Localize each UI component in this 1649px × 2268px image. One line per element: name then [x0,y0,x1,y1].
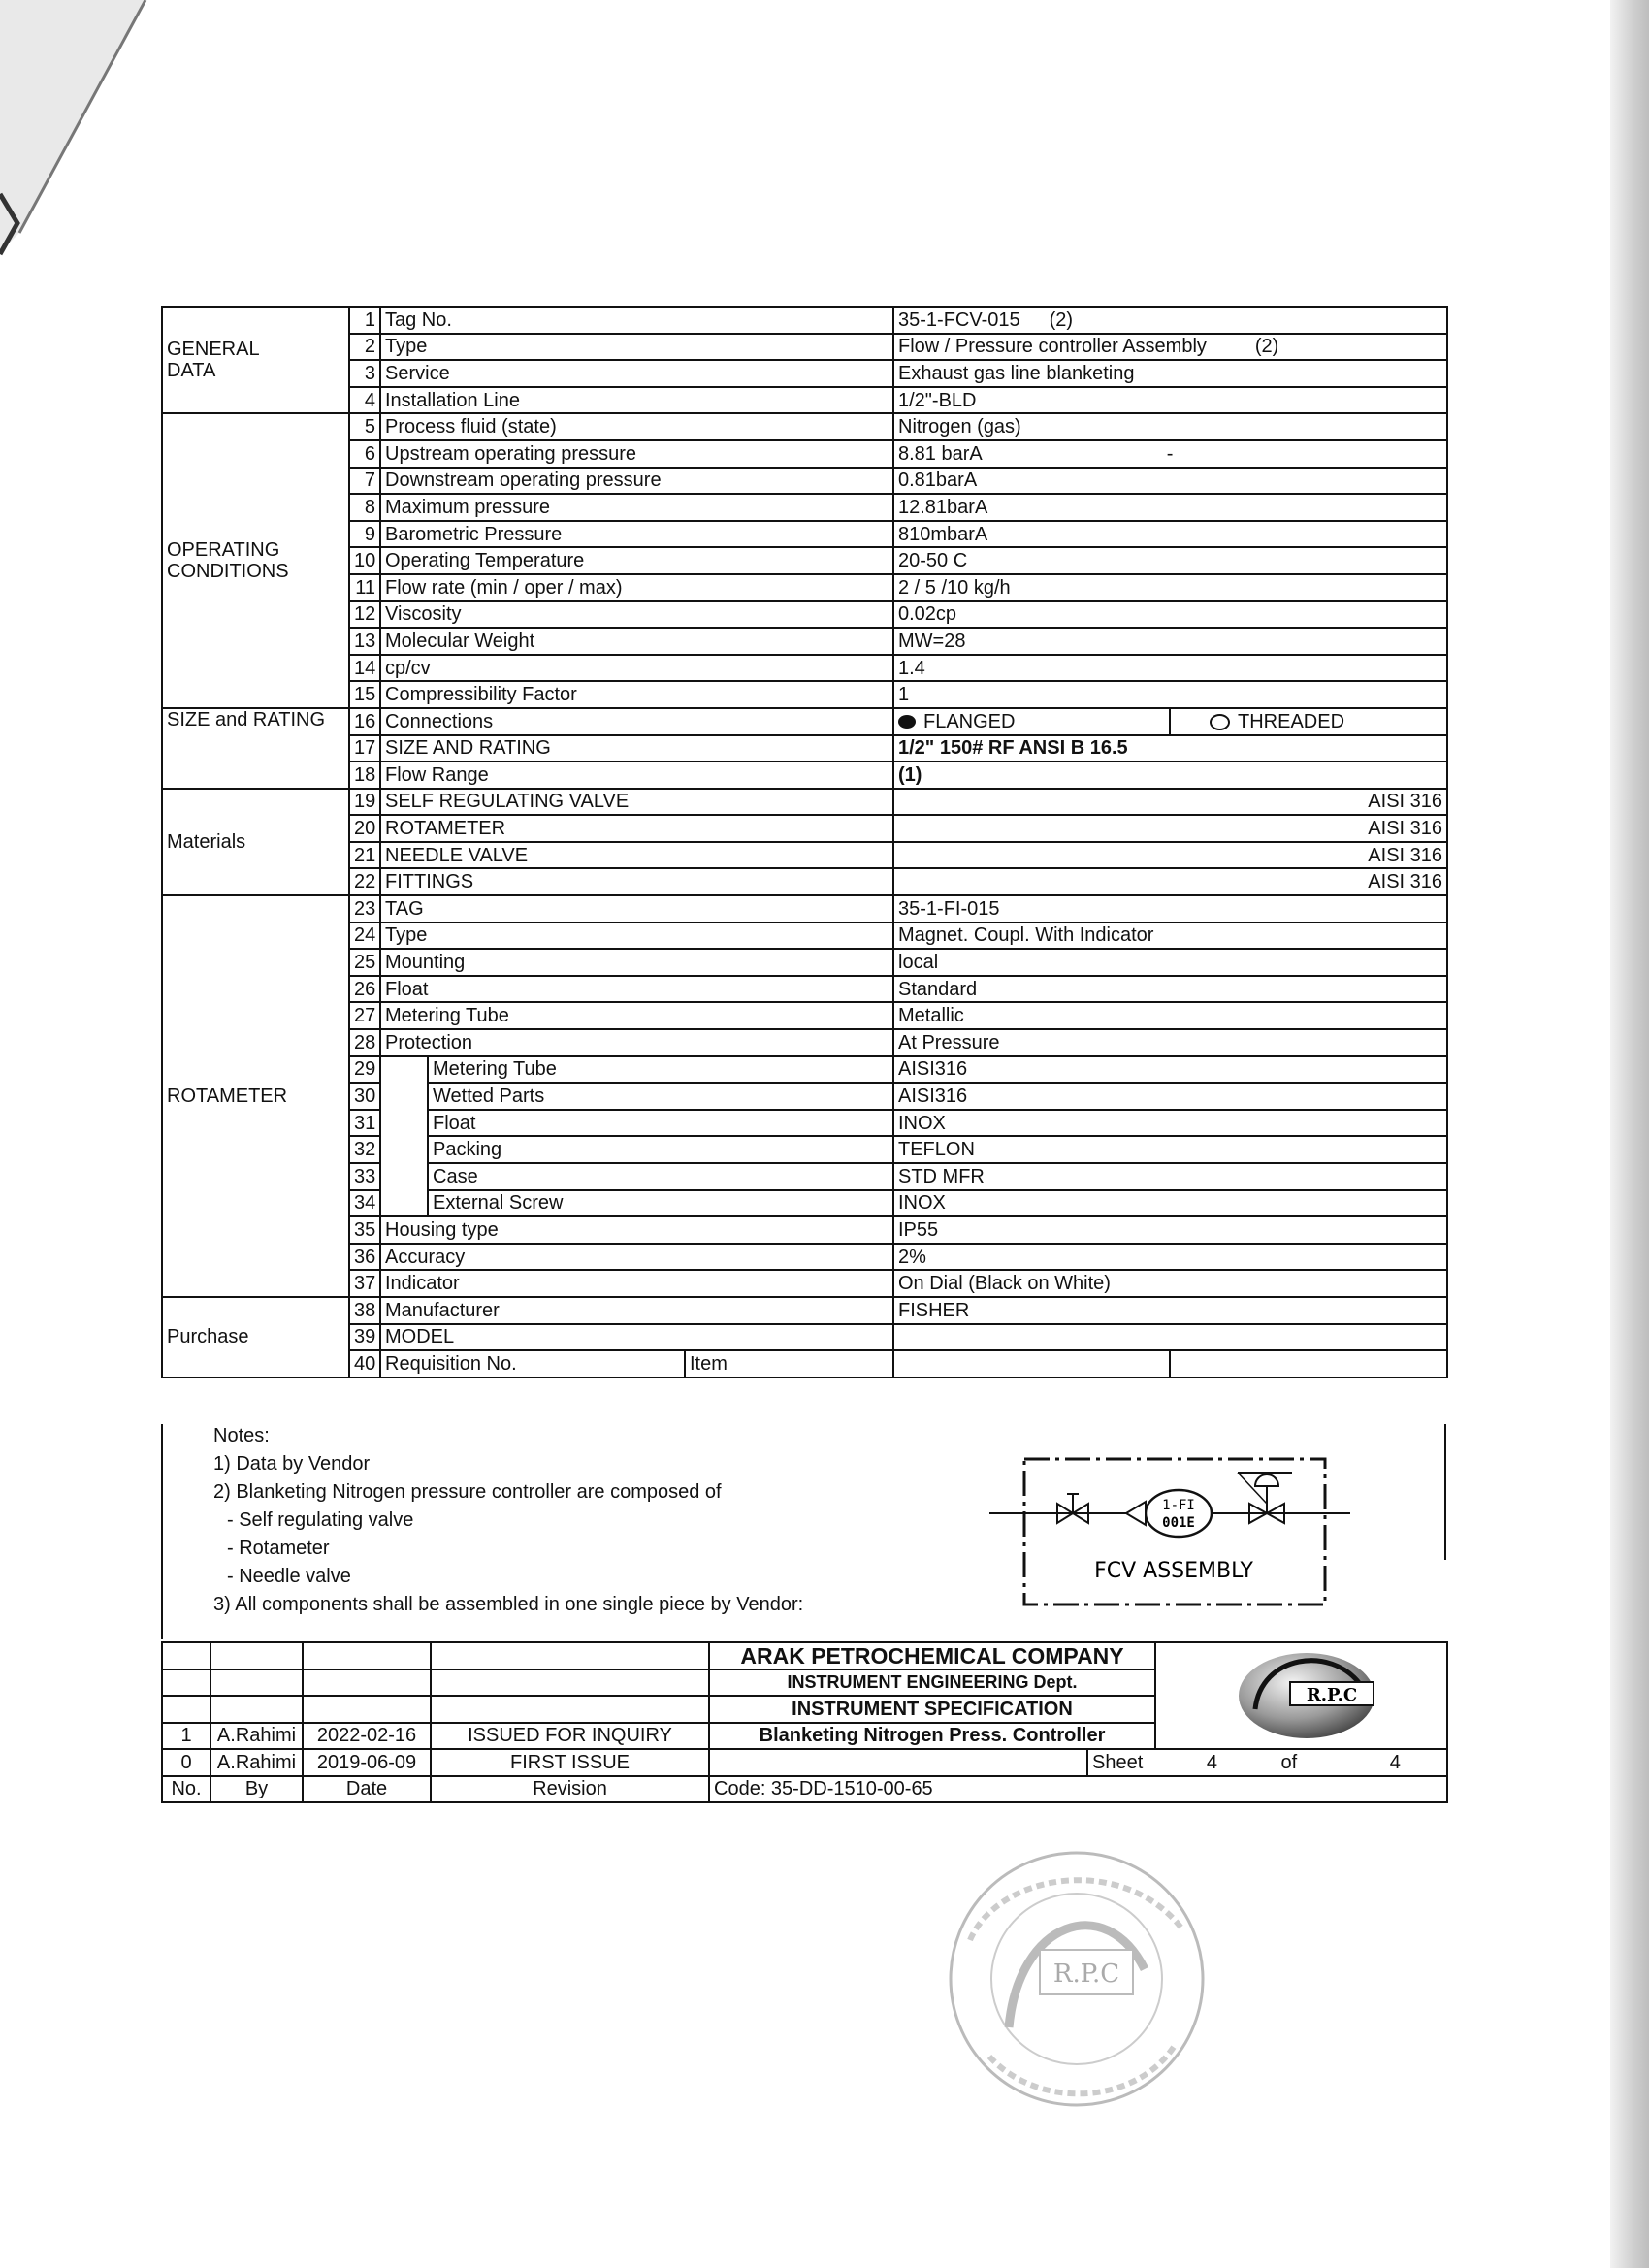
item-number: 32 [349,1136,380,1163]
spec-row [162,1244,1447,1271]
item-label: NEEDLE VALVE [380,842,893,869]
item-number: 23 [349,895,380,923]
item-label: FITTINGS [380,868,893,895]
item-number: 2 [349,334,380,361]
spec-row [162,1110,1447,1137]
item-number: 7 [349,468,380,495]
item-label: SELF REGULATING VALVE [380,789,893,816]
spec-row [162,1270,1447,1297]
note-line: - Rotameter [227,1538,330,1559]
item-number: 8 [349,494,380,521]
item-value-note: (2) [1049,308,1074,331]
svg-text:R.P.C: R.P.C [1052,1960,1120,1989]
spec-row [162,387,1447,414]
item-value [893,1056,1447,1084]
connection-option-threaded [1170,708,1447,735]
item-value [893,1216,1447,1244]
item-value-text: AISI316 [898,1085,968,1108]
item-value [893,1110,1447,1137]
item-number: 19 [349,789,380,816]
item-value [893,1083,1447,1110]
item-value [893,976,1447,1003]
item-label: Indicator [380,1270,893,1297]
group-purchase-label: Purchase [167,1326,249,1348]
sheet-info: Sheet 4 of 4 [1087,1749,1447,1776]
spec-row [162,681,1447,708]
group-general-data-label: DATA [167,360,216,382]
group-general-data-label: GENERAL [167,339,260,361]
item-label: Metering Tube [380,1002,893,1029]
department-name: INSTRUMENT ENGINEERING Dept. [709,1669,1155,1697]
item-value [893,1270,1447,1297]
item-value-text: INOX [898,1112,946,1134]
item-label: MODEL [380,1324,893,1351]
header-revision: Revision [431,1776,709,1803]
item-number: 40 [349,1350,380,1377]
note-line: 2) Blanketing Nitrogen pressure controller are composed of [213,1481,722,1503]
item-number: 26 [349,976,380,1003]
note-line: 1) Data by Vendor [213,1453,371,1474]
item-number: 9 [349,521,380,548]
item-number: 4 [349,387,380,414]
item-value-text: 35-1-FCV-015 [898,308,1020,331]
item-value-text: (1) [898,763,922,786]
item-value [893,307,1447,334]
item-value-text: 20-50 C [898,550,968,572]
item-label: Packing [428,1136,893,1163]
company-name: ARAK PETROCHEMICAL COMPANY [709,1642,1155,1669]
item-number: 22 [349,868,380,895]
item-label: Maximum pressure [380,494,893,521]
group-general-data [162,307,349,413]
document-title: Blanketing Nitrogen Press. Controller [709,1723,1155,1750]
connection-option-label: THREADED [1238,710,1345,732]
item-value [893,521,1447,548]
item-number: 37 [349,1270,380,1297]
item-label: Flow Range [380,761,893,789]
group-materials [162,789,349,895]
item-label: TAG [380,895,893,923]
spec-row [162,815,1447,842]
item-label: Connections [380,708,893,735]
item-value-text: AISI316 [898,1058,968,1081]
note-line: - Self regulating valve [227,1509,414,1531]
item-number: 30 [349,1083,380,1110]
item-label: Viscosity [380,601,893,629]
item-value [893,923,1447,950]
item-label: Metering Tube [428,1056,893,1084]
spec-row [162,976,1447,1003]
connection-option-flanged [893,708,1170,735]
item-number: 38 [349,1297,380,1324]
item-number: 24 [349,923,380,950]
item-value [893,1350,1170,1377]
item-value-text: Metallic [898,1005,964,1027]
item-value-text: Magnet. Coupl. With Indicator [898,924,1154,947]
item-value-text: IP55 [898,1218,939,1241]
item-value [893,574,1447,601]
item-value-text: Flow / Pressure controller Assembly [898,336,1207,358]
item-label: Flow rate (min / oper / max) [380,574,893,601]
item-value-text: Nitrogen (gas) [898,416,1021,438]
item-value [893,735,1447,762]
document-code: Code: 35-DD-1510-00-65 [709,1776,1447,1803]
item-value-text: 35-1-FI-015 [898,897,1000,920]
item-number: 28 [349,1029,380,1056]
spec-row [162,842,1447,869]
rev-date: 2022-02-16 [303,1723,431,1750]
item-value: AISI 316 [893,815,1447,842]
item-value-text: Standard [898,978,978,1000]
item-value-text: local [898,952,939,974]
group-size-rating [162,708,349,789]
spec-row [162,574,1447,601]
item-value-text: 2% [898,1246,926,1268]
spec-row [162,1297,1447,1324]
rev-by: A.Rahimi [210,1723,303,1750]
note-line: 3) All components shall be assembled in one single piece by Vendor: [213,1594,804,1615]
item-value [893,387,1447,414]
rev-no: 1 [162,1723,210,1750]
item-value-text: 2 / 5 /10 kg/h [898,576,1011,599]
item-label: ROTAMETER [380,815,893,842]
item-value-text: 1 [898,684,910,706]
spec-row [162,1029,1447,1056]
document-type: INSTRUMENT SPECIFICATION [709,1696,1155,1723]
item-value-text: MW=28 [898,630,966,652]
spec-row [162,1163,1447,1190]
item-value [893,761,1447,789]
item-number: 25 [349,949,380,976]
item-value: AISI 316 [893,842,1447,869]
item-number: 27 [349,1002,380,1029]
item-value-text: 12.81barA [898,496,988,518]
item-value-text: 8.81 barA [898,442,983,465]
item-value-text: On Dial (Black on White) [898,1273,1111,1295]
spec-row [162,1190,1447,1217]
spec-row [162,521,1447,548]
svg-text:FCV ASSEMBLY: FCV ASSEMBLY [1094,1559,1253,1583]
item-number: 10 [349,547,380,574]
spec-row [162,1056,1447,1084]
spec-row [162,601,1447,629]
item-value [893,1297,1447,1324]
item-number: 18 [349,761,380,789]
item-value-secondary [1170,1350,1447,1377]
item-label: Upstream operating pressure [380,440,893,468]
group-rotameter-label: ROTAMETER [167,1085,288,1108]
item-number: 14 [349,655,380,682]
spec-row [162,1002,1447,1029]
group-operating-conditions-label: CONDITIONS [167,561,289,583]
material-vertical-label [380,1056,428,1217]
spec-row [162,440,1447,468]
spec-row [162,413,1447,440]
item-label: Requisition No. [380,1350,685,1377]
spec-row [162,1136,1447,1163]
item-label: Mounting [380,949,893,976]
item-value [893,681,1447,708]
item-number: 29 [349,1056,380,1084]
spec-row [162,628,1447,655]
item-value [893,494,1447,521]
item-value [893,440,1447,468]
svg-text:R.P.C: R.P.C [1306,1684,1357,1705]
item-number: 39 [349,1324,380,1351]
item-number: 34 [349,1190,380,1217]
radio-filled-icon [898,715,916,729]
item-number: 33 [349,1163,380,1190]
item-number: 13 [349,628,380,655]
item-value [893,895,1447,923]
item-label: Downstream operating pressure [380,468,893,495]
connection-option-label: FLANGED [923,710,1016,732]
spec-row [162,307,1447,334]
company-logo-cell [1155,1642,1447,1749]
item-value [893,413,1447,440]
group-purchase [162,1297,349,1377]
item-value-text: 810mbarA [898,523,988,545]
spec-row [162,708,1447,735]
item-number: 5 [349,413,380,440]
item-value-note: (2) [1254,336,1279,358]
spec-row [162,1350,1447,1377]
spec-row [162,468,1447,495]
fcv-assembly-diagram [989,1451,1358,1616]
item-number: 16 [349,708,380,735]
group-operating-conditions-label: OPERATING [167,539,280,562]
svg-text:1-FI: 1-FI [1162,1498,1195,1513]
item-label: Process fluid (state) [380,413,893,440]
item-label: External Screw [428,1190,893,1217]
rev-by: A.Rahimi [210,1749,303,1776]
item-value-text: STD MFR [898,1165,985,1187]
item-number: 21 [349,842,380,869]
spec-row [162,949,1447,976]
spec-row [162,761,1447,789]
item-label: Float [428,1110,893,1137]
spec-row [162,334,1447,361]
item-label: Barometric Pressure [380,521,893,548]
spec-row [162,923,1447,950]
item-label: Type [380,334,893,361]
item-label: Case [428,1163,893,1190]
item-value: AISI 316 [893,789,1447,816]
item-label: Molecular Weight [380,628,893,655]
rev-date: 2019-06-09 [303,1749,431,1776]
item-value-text: Exhaust gas line blanketing [898,362,1135,384]
item-label: Wetted Parts [428,1083,893,1110]
item-value [893,601,1447,629]
item-number: 1 [349,307,380,334]
item-value [893,628,1447,655]
header-date: Date [303,1776,431,1803]
item-number: 17 [349,735,380,762]
rpc-logo [1185,1645,1418,1742]
item-number: 12 [349,601,380,629]
item-label: SIZE AND RATING [380,735,893,762]
spec-row [162,547,1447,574]
item-value [893,334,1447,361]
item-value [893,949,1447,976]
svg-text:001E: 001E [1162,1515,1195,1531]
spec-row [162,494,1447,521]
rev-no: 0 [162,1749,210,1776]
item-value [893,1163,1447,1190]
group-materials-label: Materials [167,830,246,853]
item-label-secondary: Item [685,1350,893,1377]
spec-row [162,789,1447,816]
group-operating-conditions [162,413,349,708]
item-value-text: FISHER [898,1299,970,1321]
spec-row [162,1083,1447,1110]
rev-description: ISSUED FOR INQUIRY [431,1723,709,1750]
item-value [893,468,1447,495]
item-value-text: 0.81barA [898,470,978,492]
item-label: Accuracy [380,1244,893,1271]
header-by: By [210,1776,303,1803]
group-size-rating-label: SIZE and RATING [167,708,326,730]
item-value [893,1136,1447,1163]
item-value [893,1190,1447,1217]
spec-row [162,868,1447,895]
spec-row [162,360,1447,387]
spec-row [162,895,1447,923]
item-value [893,1029,1447,1056]
item-label: Operating Temperature [380,547,893,574]
radio-empty-icon [1210,714,1230,730]
item-number: 31 [349,1110,380,1137]
company-stamp [931,1833,1222,2124]
item-value-text: 0.02cp [898,603,957,626]
notes-title: Notes: [213,1425,270,1446]
item-value-text: INOX [898,1192,946,1215]
item-value-text: 1.4 [898,657,925,679]
item-label: Type [380,923,893,950]
group-rotameter [162,895,349,1297]
note-line: - Needle valve [227,1566,351,1587]
item-number: 15 [349,681,380,708]
item-number: 35 [349,1216,380,1244]
spec-table [161,306,1448,1378]
item-value-text: 1/2" 150# RF ANSI B 16.5 [898,737,1128,760]
spec-row [162,655,1447,682]
item-label: Installation Line [380,387,893,414]
item-value-text: TEFLON [898,1139,975,1161]
item-value [893,1002,1447,1029]
spec-row [162,1216,1447,1244]
item-label: Service [380,360,893,387]
item-label: Manufacturer [380,1297,893,1324]
item-label: Compressibility Factor [380,681,893,708]
scan-edge-shadow [1610,0,1649,2268]
title-block [161,1641,1448,1803]
item-value [893,547,1447,574]
item-label: Float [380,976,893,1003]
item-value: AISI 316 [893,868,1447,895]
item-value-text: 1/2"-BLD [898,389,977,411]
item-label: Housing type [380,1216,893,1244]
header-no: No. [162,1776,210,1803]
item-value [893,655,1447,682]
spec-row [162,735,1447,762]
item-value [893,1244,1447,1271]
item-value-text: At Pressure [898,1031,1000,1053]
item-number: 6 [349,440,380,468]
item-label: Tag No. [380,307,893,334]
item-value [893,360,1447,387]
item-number: 20 [349,815,380,842]
item-value [893,1324,1447,1351]
item-number: 11 [349,574,380,601]
scan-corner-mark [0,0,155,272]
item-number: 36 [349,1244,380,1271]
spec-row [162,1324,1447,1351]
item-label: cp/cv [380,655,893,682]
item-number: 3 [349,360,380,387]
item-value-note: - [1166,442,1174,465]
rev-description: FIRST ISSUE [431,1749,709,1776]
item-label: Protection [380,1029,893,1056]
